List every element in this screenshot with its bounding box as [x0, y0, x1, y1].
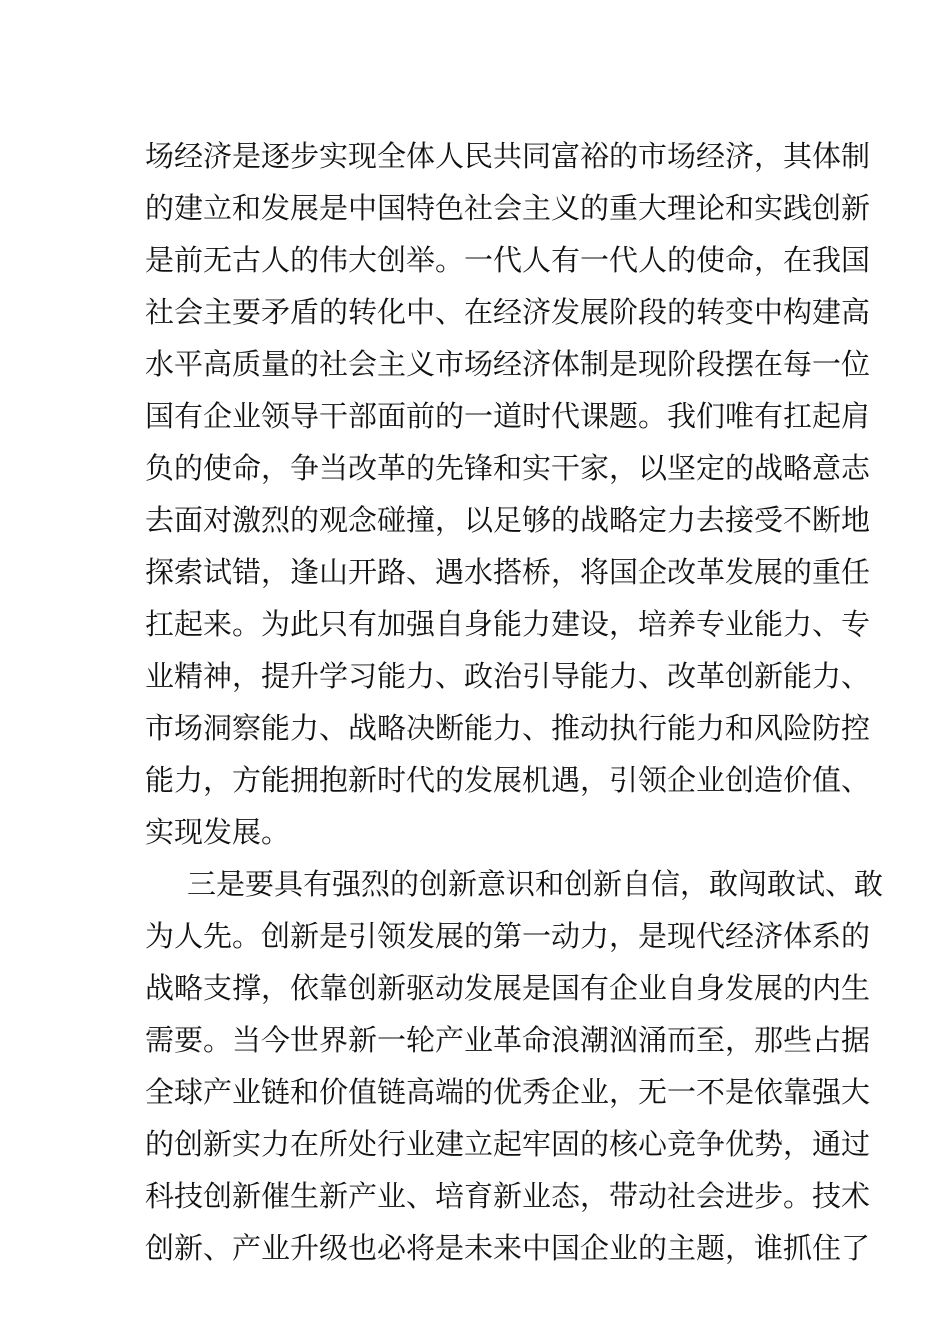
- text-line: 水平高质量的社会主义市场经济体制是现阶段摆在每一位: [145, 347, 871, 381]
- paragraph: [145, 858, 884, 1274]
- text-line: 社会主要矛盾的转化中、在经济发展阶段的转变中构建高: [145, 295, 871, 329]
- text-line: 为人先。创新是引领发展的第一动力，是现代经济体系的: [145, 919, 871, 953]
- text-line: 探索试错，逢山开路、遇水搭桥，将国企改革发展的重任: [145, 555, 871, 589]
- text-line: 全球产业链和价值链高端的优秀企业，无一不是依靠强大: [145, 1075, 871, 1109]
- text-line: 三是要具有强烈的创新意识和创新自信，敢闯敢试、敢: [187, 867, 884, 901]
- text-line: 扛起来。为此只有加强自身能力建设，培养专业能力、专: [145, 607, 871, 641]
- paragraph: [145, 130, 871, 858]
- text-line: 国有企业领导干部面前的一道时代课题。我们唯有扛起肩: [145, 399, 871, 433]
- text-line: 负的使命，争当改革的先锋和实干家，以坚定的战略意志: [145, 451, 871, 485]
- text-line: 实现发展。: [145, 815, 291, 849]
- text-line: 去面对激烈的观念碰撞，以足够的战略定力去接受不断地: [145, 503, 871, 537]
- text-line: 的创新实力在所处行业建立起牢固的核心竞争优势，通过: [145, 1127, 871, 1161]
- text-line: 的建立和发展是中国特色社会主义的重大理论和实践创新: [145, 191, 871, 225]
- text-line: 战略支撑，依靠创新驱动发展是国有企业自身发展的内生: [145, 971, 871, 1005]
- body-text: [145, 130, 884, 1274]
- text-line: 场经济是逐步实现全体人民共同富裕的市场经济，其体制: [145, 139, 871, 173]
- text-line: 市场洞察能力、战略决断能力、推动执行能力和风险防控: [145, 711, 871, 745]
- text-line: 是前无古人的伟大创举。一代人有一代人的使命，在我国: [145, 243, 871, 277]
- text-line: 科技创新催生新产业、培育新业态，带动社会进步。技术: [145, 1179, 871, 1213]
- text-line: 需要。当今世界新一轮产业革命浪潮汹涌而至，那些占据: [145, 1023, 871, 1057]
- text-line: 业精神，提升学习能力、政治引导能力、改革创新能力、: [145, 659, 871, 693]
- text-line: 能力，方能拥抱新时代的发展机遇，引领企业创造价值、: [145, 763, 871, 797]
- text-line: 创新、产业升级也必将是未来中国企业的主题，谁抓住了: [145, 1231, 871, 1265]
